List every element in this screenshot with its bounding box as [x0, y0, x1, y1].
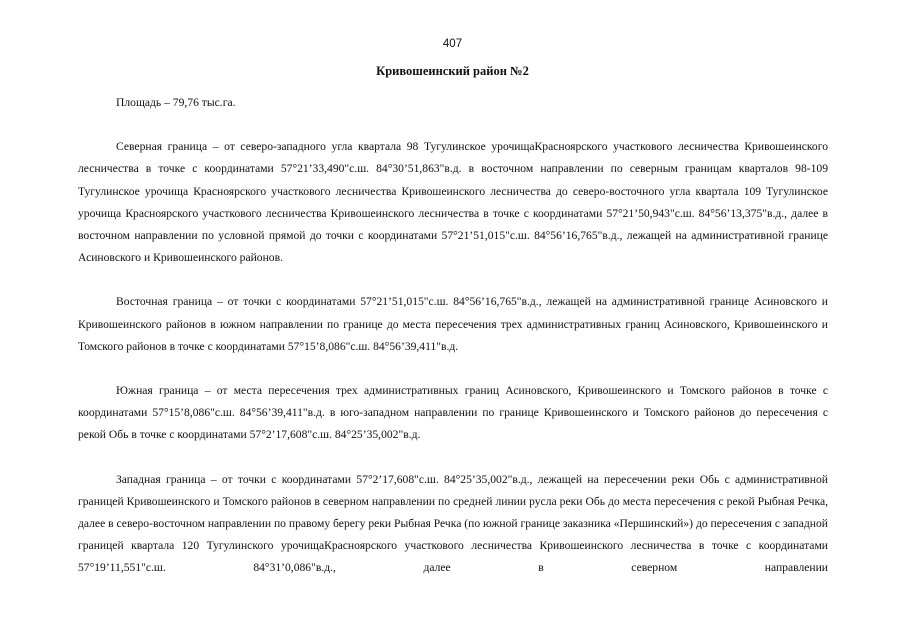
north-border-paragraph: Северная граница – от северо-западного угла квартала 98 Тугулинское урочищаКрасноярского участкового лесничества Кривошеинского лесничества в точке с координатами 57°21’33,490"с.ш. 84°30’51,863"в.д. в восточном направлении по северным границам кварталов 98-109 Тугулинское урочища Красноярского участкового лесничества Кривошеинского лесничества до северо-восточного угла квартала 109 Тугулинское урочища Красноярского участкового лесничества Кривошеинского лесничества в точке с координатами 57°21’50,943"с.ш. 84°56’13,375"в.д., далее в восточном направлении по условной прямой до точки с координатами 57°21’51,015"с.ш. 84°56’16,765"в.д., лежащей на административной границе Асиновского и Кривошеинского районов.: [78, 140, 828, 265]
south-border-paragraph: Южная граница – от места пересечения трех административных границ Асиновского, Кривошеинского и Томского районов в точке с координатами 57°15’8,086"с.ш. 84°56’39,411"в.д. в юго-западном направлении по границе Кривошеинского и Томского районов до пересечения с рекой Обь в точке с координатами 57°2’17,608"с.ш. 84°25’35,002"в.д.: [78, 384, 828, 442]
east-border-paragraph: Восточная граница – от точки с координатами 57°21’51,015"с.ш. 84°56’16,765"в.д., лежащей на административной границе Асиновского и Кривошеинского районов в южном направлении по границе до места пересечения трех административных границ Асиновского, Кривошеинского и Томского районов в точке с координатами 57°15’8,086"с.ш. 84°56’39,411"в.д.: [78, 295, 828, 353]
page-title: Кривошеинский район №2: [376, 64, 529, 78]
document-body: [78, 92, 828, 580]
west-border-paragraph: Западная граница – от точки с координатами 57°2’17,608"с.ш. 84°25’35,002"в.д., лежащей на пересечении реки Обь с административной границей Кривошеинского и Томского районов в северном направлении по средней линии русла реки Обь до места пересечения с рекой Рыбная Речка, далее в северо-восточном направлении по правому берегу реки Рыбная Речка (по южной границе заказника «Першинский») до пересечения с западной границей квартала 120 Тугулинского урочищаКрасноярского участкового лесничества Кривошеинского лесничества в точке с координатами 57°19’11,551"с.ш. 84°31’0,086"в.д., далее в северном направлении: [78, 472, 828, 575]
area-line: Площадь – 79,76 тыс.га.: [116, 96, 236, 109]
page-number: 407: [442, 38, 463, 50]
